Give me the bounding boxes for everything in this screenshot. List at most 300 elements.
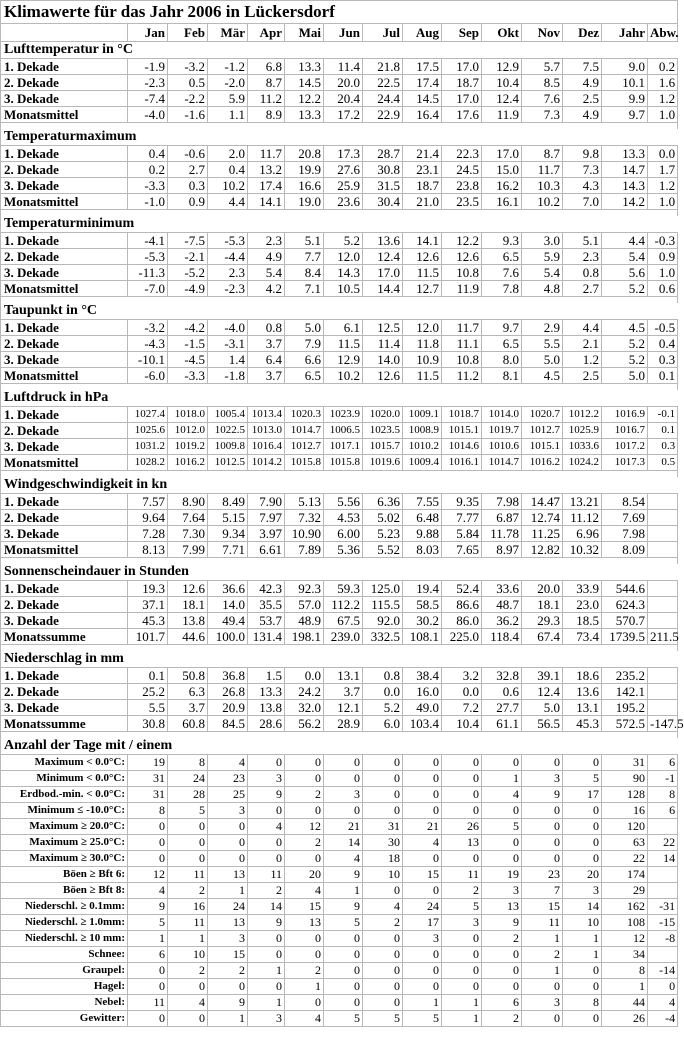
count-row [1,819,678,835]
value-cell: 8.0 [482,352,522,368]
value-cell: 0.8 [563,265,602,281]
value-cell [648,668,678,684]
count-cell: 9 [128,899,168,915]
column-header: Abw. [648,24,678,42]
value-cell: 13.3 [285,107,324,123]
value-cell: 10.90 [285,526,324,542]
value-cell: 8.4 [285,265,324,281]
count-row [1,787,678,803]
value-cell: 12.74 [522,510,563,526]
count-cell: 0 [363,995,403,1011]
value-cell: 18.6 [563,668,602,684]
value-cell: -11.3 [128,265,168,281]
value-cell: -2.0 [208,75,248,91]
value-cell: 12.1 [324,700,363,716]
table-row [1,494,678,510]
count-cell: 15 [285,899,324,915]
value-cell: 118.4 [482,629,522,645]
value-cell: 14.7 [602,162,648,178]
count-cell: 11 [442,867,482,883]
count-cell: 0 [168,851,208,867]
value-cell: 7.1 [285,281,324,297]
value-cell: 38.4 [403,668,442,684]
column-header: Mär [208,24,248,42]
value-cell: 44.6 [168,629,208,645]
count-cell: 0 [285,771,324,787]
count-cell: 1 [442,1011,482,1027]
value-cell: 6.36 [363,494,403,510]
count-cell: -4 [648,1011,678,1027]
count-cell: 4 [248,819,285,835]
value-cell: 0.1 [648,423,678,439]
count-cell: 0 [248,947,285,963]
count-cell: 0 [442,803,482,819]
value-cell: 56.5 [522,716,563,732]
count-cell: 1 [248,963,285,979]
count-cell: 0 [442,851,482,867]
count-cell: 11 [522,915,563,931]
count-cell: 9 [208,995,248,1011]
count-cell: 0 [442,771,482,787]
count-cell: 16 [168,899,208,915]
table-row [1,336,678,352]
value-cell: -1.9 [128,59,168,75]
value-cell: 5.2 [602,352,648,368]
count-cell: 20 [563,867,602,883]
count-cell: 0 [363,947,403,963]
count-cell: 0 [563,963,602,979]
count-label: Erdbod.-min. < 0.0°C: [1,787,128,803]
table-row [1,700,678,716]
table-row [1,629,678,645]
value-cell: 11.7 [522,162,563,178]
count-cell: 9 [482,915,522,931]
table-row [1,352,678,368]
value-cell: 9.9 [602,91,648,107]
count-label: Maximum ≥ 30.0°C: [1,851,128,867]
count-cell: 0 [442,787,482,803]
count-cell: 0 [128,819,168,835]
value-cell: 198.1 [285,629,324,645]
value-cell: 1020.7 [522,407,563,423]
table-row [1,107,678,123]
value-cell: 19.0 [285,194,324,210]
value-cell: 1012.0 [168,423,208,439]
count-cell: 0 [442,755,482,771]
value-cell: 30.2 [403,613,442,629]
value-cell: 332.5 [363,629,403,645]
count-cell: 0 [403,771,442,787]
value-cell: 28.7 [363,146,403,162]
value-cell: 7.98 [602,526,648,542]
header-row [1,24,678,42]
count-cell: 0 [442,979,482,995]
value-cell: 10.32 [563,542,602,558]
value-cell: 0.8 [363,668,403,684]
count-cell: 0 [363,931,403,947]
count-cell: 24 [403,899,442,915]
value-cell: 6.6 [285,352,324,368]
value-cell: 1012.5 [208,455,248,471]
value-cell: 0.8 [248,320,285,336]
count-cell: 0 [324,803,363,819]
count-cell: 0 [522,803,563,819]
value-cell: 7.7 [285,249,324,265]
count-cell: 0 [248,835,285,851]
count-cell: 4 [128,883,168,899]
value-cell: 5.2 [602,281,648,297]
row-label: 1. Dekade [1,59,128,75]
value-cell: 1.0 [648,265,678,281]
value-cell: 1017.2 [602,439,648,455]
count-cell: 12 [602,931,648,947]
value-cell: 12.4 [363,249,403,265]
value-cell: 14.5 [403,91,442,107]
value-cell: 32.8 [482,668,522,684]
count-cell: 17 [403,915,442,931]
value-cell: 10.2 [522,194,563,210]
value-cell: 225.0 [442,629,482,645]
row-label: Monatsmittel [1,542,128,558]
count-cell: 13 [442,835,482,851]
count-cell: 2 [482,1011,522,1027]
count-cell: 0 [648,979,678,995]
count-cell: 31 [128,787,168,803]
count-cell: 19 [128,755,168,771]
value-cell: 17.0 [482,146,522,162]
value-cell: 9.34 [208,526,248,542]
value-cell: 572.5 [602,716,648,732]
value-cell: 0.4 [648,336,678,352]
count-cell: 9 [324,867,363,883]
value-cell: 8.13 [128,542,168,558]
value-cell: -2.1 [168,249,208,265]
value-cell: 10.2 [324,368,363,384]
value-cell: 16.2 [482,178,522,194]
value-cell: 1016.1 [442,455,482,471]
value-cell: -4.1 [128,233,168,249]
count-row [1,931,678,947]
section-header [1,42,678,59]
value-cell: 8.5 [522,75,563,91]
count-cell: 2 [285,787,324,803]
value-cell: 19.3 [128,581,168,597]
count-cell: 0 [324,755,363,771]
value-cell: 3.7 [248,368,285,384]
row-label: Monatsmittel [1,455,128,471]
count-cell: 23 [522,867,563,883]
value-cell: -1.6 [168,107,208,123]
count-cell: 0 [363,963,403,979]
count-cell: 24 [168,771,208,787]
value-cell: 23.5 [442,194,482,210]
value-cell: 5.5 [128,700,168,716]
value-cell: 23.0 [563,597,602,613]
count-label: Minimum ≤ -10.0°C: [1,803,128,819]
value-cell: 4.9 [248,249,285,265]
count-cell: 5 [403,1011,442,1027]
value-cell: 5.36 [324,542,363,558]
value-cell: 4.53 [324,510,363,526]
value-cell: 1.2 [648,91,678,107]
count-cell: 0 [128,835,168,851]
count-cell: 0 [482,979,522,995]
count-label: Böen ≥ Bft 6: [1,867,128,883]
value-cell: 1012.2 [563,407,602,423]
value-cell: -3.3 [168,368,208,384]
table-row [1,146,678,162]
value-cell: 1020.0 [363,407,403,423]
count-label: Maximum < 0.0°C: [1,755,128,771]
count-cell: 108 [602,915,648,931]
value-cell: 1009.4 [403,455,442,471]
count-cell: 0 [403,883,442,899]
value-cell: 6.00 [324,526,363,542]
row-label: 2. Dekade [1,249,128,265]
count-label: Maximum ≥ 25.0°C: [1,835,128,851]
count-cell: 5 [128,915,168,931]
count-cell: 22 [602,851,648,867]
value-cell: 103.4 [403,716,442,732]
value-cell: 7.3 [563,162,602,178]
count-cell: 3 [248,1011,285,1027]
value-cell: 1013.0 [248,423,285,439]
count-cell: 1 [208,883,248,899]
value-cell: 8.54 [602,494,648,510]
value-cell: 1025.6 [128,423,168,439]
count-cell: 0 [208,835,248,851]
value-cell: -0.5 [648,320,678,336]
value-cell: 5.56 [324,494,363,510]
count-cell: 11 [168,915,208,931]
row-label: 2. Dekade [1,684,128,700]
count-cell: 14 [324,835,363,851]
value-cell: 19.9 [285,162,324,178]
count-cell: 0 [363,755,403,771]
value-cell: 6.4 [248,352,285,368]
value-cell: 14.4 [363,281,403,297]
count-cell: 0 [363,787,403,803]
count-cell: 0 [482,851,522,867]
value-cell: 1024.2 [563,455,602,471]
count-cell: 2 [285,835,324,851]
value-cell: 6.48 [403,510,442,526]
column-header: Feb [168,24,208,42]
row-label: 3. Dekade [1,91,128,107]
column-header: Dez [563,24,602,42]
value-cell: 3.97 [248,526,285,542]
count-cell: 0 [363,803,403,819]
count-cell: 1 [285,979,324,995]
value-cell: 19.4 [403,581,442,597]
count-cell: 63 [602,835,648,851]
row-label: Monatssumme [1,716,128,732]
value-cell: 12.6 [363,368,403,384]
table-row [1,597,678,613]
count-cell: -31 [648,899,678,915]
count-cell: 0 [248,931,285,947]
count-cell: 8 [128,803,168,819]
value-cell: 6.3 [168,684,208,700]
value-cell: 3.0 [522,233,563,249]
count-cell: 13 [208,867,248,883]
count-cell: 30 [363,835,403,851]
value-cell: 1.6 [648,75,678,91]
value-cell: 5.4 [522,265,563,281]
value-cell: 86.6 [442,597,482,613]
count-label: Niederschl. ≥ 0.1mm: [1,899,128,915]
value-cell: 0.9 [648,249,678,265]
value-cell: 24.2 [285,684,324,700]
count-cell: 0 [442,931,482,947]
count-cell: 7 [522,883,563,899]
value-cell: 11.5 [403,265,442,281]
value-cell: 1014.6 [442,439,482,455]
value-cell: -147.5 [648,716,678,732]
count-cell: 9 [248,787,285,803]
value-cell: 0.5 [648,455,678,471]
value-cell: -2.2 [168,91,208,107]
value-cell: 0.0 [442,684,482,700]
count-cell: 5 [168,803,208,819]
count-row [1,835,678,851]
table-row [1,178,678,194]
value-cell: 6.5 [285,368,324,384]
section-header [1,390,678,407]
table-row [1,668,678,684]
value-cell: 92.3 [285,581,324,597]
value-cell: 0.5 [168,75,208,91]
value-cell [648,526,678,542]
value-cell: 3.7 [324,684,363,700]
count-cell: 1 [522,963,563,979]
value-cell: -5.3 [128,249,168,265]
count-cell: 5 [324,1011,363,1027]
section-title: Sonnenscheindauer in Stunden [1,564,678,581]
section-title: Niederschlag in mm [1,651,678,668]
count-cell: 14 [648,851,678,867]
value-cell: -0.1 [648,407,678,423]
value-cell: 6.5 [482,336,522,352]
value-cell: 73.4 [563,629,602,645]
value-cell: 10.8 [442,265,482,281]
value-cell: 0.0 [363,684,403,700]
count-cell: 2 [522,947,563,963]
value-cell: 4.8 [522,281,563,297]
value-cell: 2.3 [208,265,248,281]
value-cell: 570.7 [602,613,648,629]
value-cell: 49.4 [208,613,248,629]
count-cell: 1 [248,995,285,1011]
count-cell: 8 [602,963,648,979]
value-cell: 33.6 [482,581,522,597]
value-cell: 7.32 [285,510,324,526]
column-header: Nov [522,24,563,42]
count-cell: 0 [128,979,168,995]
count-cell: 8 [563,995,602,1011]
count-cell: 11 [128,995,168,1011]
count-row [1,867,678,883]
count-cell: 15 [403,867,442,883]
count-cell: 0 [248,979,285,995]
value-cell: 5.52 [363,542,403,558]
count-cell: 2 [248,883,285,899]
section-title: Luftdruck in hPa [1,390,678,407]
count-cell: 128 [602,787,648,803]
count-cell: 0 [563,819,602,835]
value-cell: 9.88 [403,526,442,542]
count-row [1,883,678,899]
value-cell [648,581,678,597]
count-cell: 12 [285,819,324,835]
table-row [1,249,678,265]
value-cell: 12.0 [403,320,442,336]
value-cell: 25.9 [324,178,363,194]
value-cell: 10.1 [602,75,648,91]
value-cell: 29.3 [522,613,563,629]
value-cell: -6.0 [128,368,168,384]
value-cell: 1739.5 [602,629,648,645]
count-label: Maximum ≥ 20.0°C: [1,819,128,835]
table-row [1,716,678,732]
count-cell: 0 [522,979,563,995]
value-cell: 1018.0 [168,407,208,423]
value-cell: 0.9 [168,194,208,210]
value-cell: 24.4 [363,91,403,107]
value-cell: 1010.2 [403,439,442,455]
value-cell: -2.3 [208,281,248,297]
value-cell: 1.0 [648,107,678,123]
count-cell: 0 [248,803,285,819]
table-row [1,194,678,210]
value-cell: 4.4 [602,233,648,249]
value-cell: 20.0 [324,75,363,91]
value-cell: 12.4 [482,91,522,107]
value-cell: 11.4 [324,59,363,75]
count-cell: 0 [563,979,602,995]
row-label: 1. Dekade [1,668,128,684]
value-cell: 10.2 [208,178,248,194]
value-cell: 1023.9 [324,407,363,423]
value-cell: 23.6 [324,194,363,210]
value-cell: 5.2 [324,233,363,249]
section-header [1,564,678,581]
value-cell: 14.47 [522,494,563,510]
value-cell: 12.2 [285,91,324,107]
count-cell: 0 [522,1011,563,1027]
value-cell: 0.4 [128,146,168,162]
count-cell: 5 [563,771,602,787]
value-cell: 21.0 [403,194,442,210]
value-cell: 1023.5 [363,423,403,439]
count-cell: 31 [363,819,403,835]
row-label: 2. Dekade [1,423,128,439]
count-cell: 5 [363,1011,403,1027]
value-cell: 9.8 [563,146,602,162]
value-cell: 11.25 [522,526,563,542]
table-row [1,439,678,455]
value-cell: 35.5 [248,597,285,613]
value-cell: 42.3 [248,581,285,597]
count-cell: 14 [248,899,285,915]
count-cell: 0 [522,755,563,771]
value-cell: 8.90 [168,494,208,510]
count-cell: 174 [602,867,648,883]
count-cell: 0 [324,979,363,995]
count-cell: 15 [522,899,563,915]
value-cell: 1019.2 [168,439,208,455]
value-cell: 1012.7 [285,439,324,455]
